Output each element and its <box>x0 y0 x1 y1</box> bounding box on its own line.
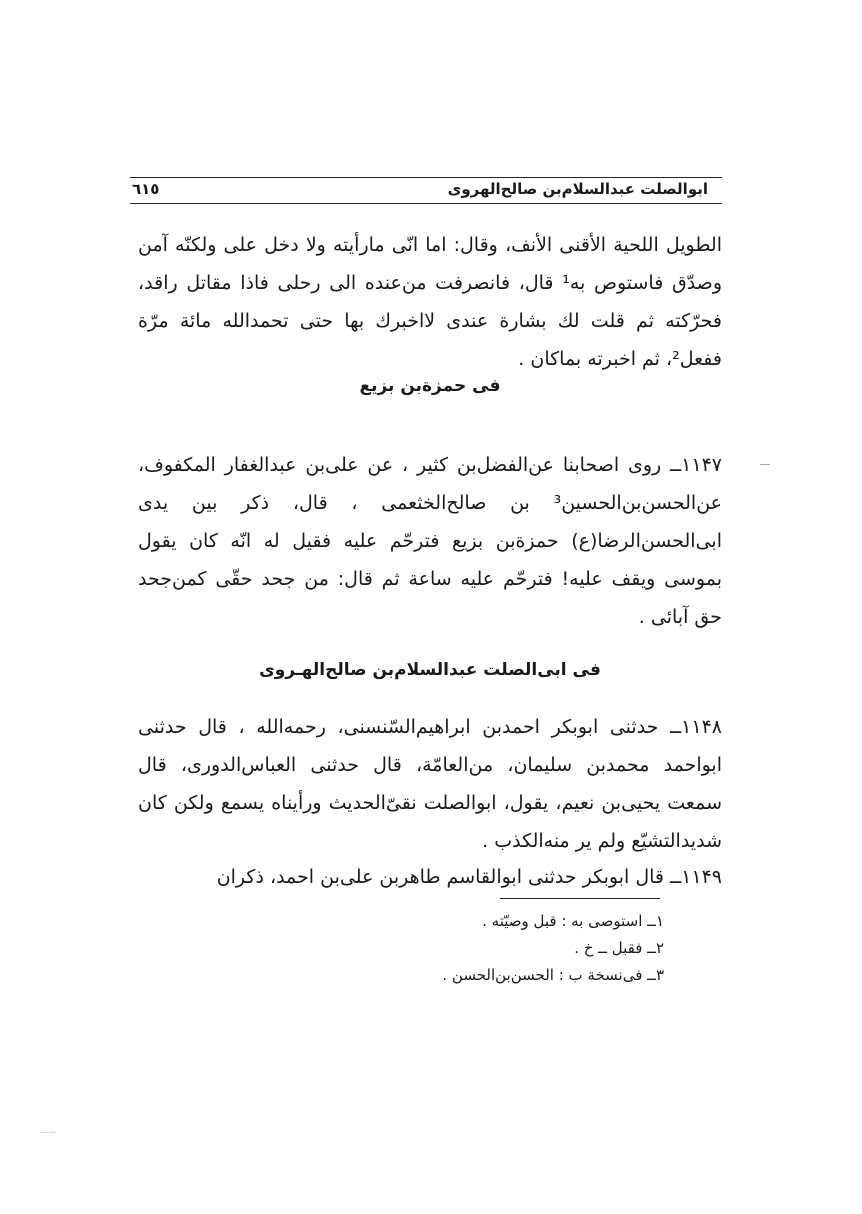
header-rule-bottom <box>130 203 722 204</box>
footnote-divider <box>500 898 660 899</box>
page-number: ٦١٥ <box>132 180 160 198</box>
footnote-3: ۳ــ فی‌نسخة ب : الحسن‌بن‌الحسن . <box>442 966 664 984</box>
running-title: ابوالصلت عبدالسلام‌بن صالح‌الهروی <box>447 180 708 198</box>
header-rule-top <box>130 177 722 178</box>
paragraph-1147: ۱۱۴۷ــ روی اصحابنا عن‌الفضل‌بن کثیر ، عن علی‌بن عبدالغفار المکفوف، عن‌الحسن‌بن‌الحسین³ بن صالح‌الخثعمی ، قال، ذکر بین یدی ابی‌الحسن‌الرضا(ع) حمزةبن بزیع فترحّم علیه فقیل له انّه کان یقول بموسی ویقف علیه! فترحّم علیه ساعة ثم قال: من جحد حقّی کمن‌جحد حق آبائی . <box>138 454 722 628</box>
footnote-1: ۱ــ استوصی به : قبل وصیّته . <box>482 912 664 930</box>
section-heading-abi-salt: فی ابی‌الصلت عبدالسلام‌بن صالح‌الهـروی <box>259 660 601 680</box>
paragraph-1149: ۱۱۴۹ــ قال ابوبکر حدثنی ابوالقاسم طاهربن علی‌بن احمد، ذکران <box>216 866 722 888</box>
paragraph-1148: ۱۱۴۸ــ حدثنی ابوبکر احمدبن ابراهیم‌السّنسنی، رحمه‌الله ، قال حدثنی ابواحمد محمدبن سلیمان، من‌العامّة، قال حدثنی العباس‌الدوری، قال سمعت یحیی‌بن نعیم، یقول، ابوالصلت نقیّ‌الحدیث ورأیناه یسمع ولکن کان شدیدالتشیّع ولم یر منه‌الکذب . <box>138 716 722 852</box>
margin-mark <box>760 464 770 465</box>
paragraph-continued: الطویل اللحیة الأقنی الأنف، وقال: اما انّی مارأیته ولا دخل علی ولکنّه آمن وصدّق فاستوص به¹ قال، فانصرفت من‌عنده الی رحلی فاذا مقاتل راقد، فحرّکته ثم قلت لك بشارة عندی لااخبرك بها حتی تحمدالله مائة مرّة ففعل²، ثم اخبرته بماکان . <box>138 234 722 370</box>
section-heading-hamza: فی حمزةبن بزیع <box>359 376 501 396</box>
scan-speck <box>42 1132 56 1136</box>
page-header <box>130 172 722 208</box>
footnote-2: ۲ــ فقبل ــ خ . <box>574 939 664 957</box>
footnotes-list <box>442 908 664 989</box>
